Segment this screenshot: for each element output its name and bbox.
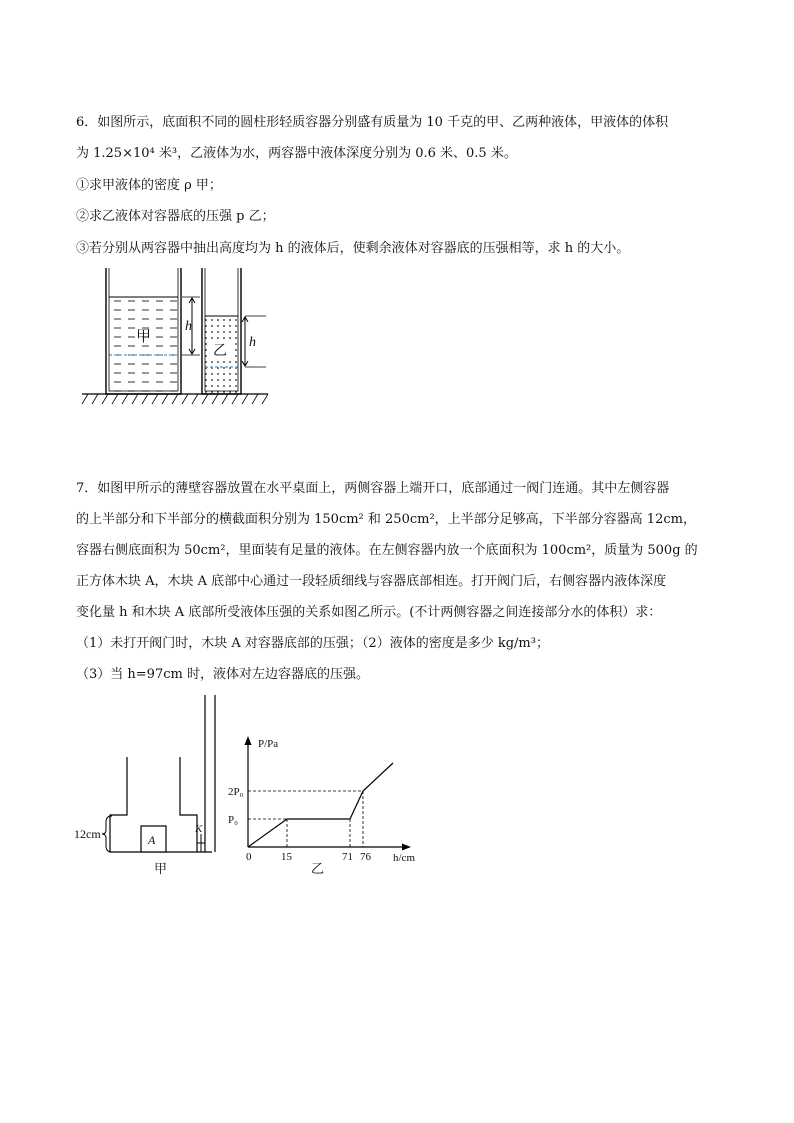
q6-line-1: 6．如图所示，底面积不同的圆柱形轻质容器分别盛有质量为 10 千克的甲、乙两种液体，甲液体的体积 bbox=[76, 115, 669, 130]
caption-yi: 乙 bbox=[311, 861, 325, 876]
q7-line-6: （1）未打开阀门时，木块 A 对容器底部的压强；（2）液体的密度是多少 kg/m³； bbox=[76, 636, 549, 651]
q7-line-1: 7．如图甲所示的薄壁容器放置在水平桌面上，两侧容器上端开口，底部通过一阀门连通。其中左侧容器 bbox=[76, 481, 670, 496]
x-tick-label: 71 bbox=[342, 851, 353, 863]
pressure-curve bbox=[248, 763, 393, 847]
x-axis-label: h/cm bbox=[393, 852, 415, 864]
label-jia: 甲 bbox=[136, 329, 152, 345]
q7-figure-yi bbox=[230, 725, 430, 880]
x-tick-label: 15 bbox=[281, 851, 292, 863]
q6-line-5: ③若分别从两容器中抽出高度均为 h 的液体后，使剩余液体对容器底的压强相等，求 h 的大小。 bbox=[76, 241, 630, 256]
x-axis-arrow bbox=[402, 844, 411, 851]
q7-figure-jia bbox=[70, 690, 245, 880]
label-yi: 乙 bbox=[213, 344, 227, 359]
height-label: 12cm bbox=[74, 827, 101, 841]
q6-line-2: 为 1.25×10⁴ 米³，乙液体为水，两容器中液体深度分别为 0.6 米、0.5 米。 bbox=[76, 146, 517, 161]
x-tick-label: 76 bbox=[360, 851, 371, 863]
q7-line-3: 容器右侧底面积为 50cm²，里面装有足量的液体。在左侧容器内放一个底面积为 100cm²，质量为 500g 的 bbox=[76, 543, 698, 558]
block-a-label: A bbox=[148, 833, 156, 847]
left-container-right-wall bbox=[180, 757, 197, 852]
q7-line-5: 变化量 h 和木块 A 底部所受液体压强的关系如图乙所示。(不计两侧容器之间连接部分水的体积）求： bbox=[76, 605, 662, 620]
y-tick-label: P₀ bbox=[228, 814, 238, 826]
q6-line-4: ②求乙液体对容器底的压强 p 乙； bbox=[76, 209, 275, 224]
caption-jia: 甲 bbox=[154, 861, 168, 876]
h-label-yi: h bbox=[249, 335, 256, 350]
q7-line-7: （3）当 h=97cm 时，液体对左边容器底的压强。 bbox=[76, 667, 369, 682]
ground-hatching bbox=[82, 394, 268, 404]
liquid-jia bbox=[109, 297, 178, 394]
q6-line-3: ①求甲液体的密度 ρ 甲； bbox=[76, 178, 222, 193]
y-axis-arrow bbox=[245, 736, 252, 745]
x-tick-label: 0 bbox=[246, 851, 252, 863]
y-axis-label: P/Pa bbox=[258, 738, 279, 750]
y-tick-label: 2P₀ bbox=[228, 786, 244, 798]
q6-figure bbox=[75, 262, 275, 407]
q7-line-4: 正方体木块 A，木块 A 底部中心通过一段轻质细线与容器底部相连。打开阀门后，右侧容器内液体深度 bbox=[76, 574, 667, 589]
q7-line-2: 的上半部分和下半部分的横截面积分别为 150cm² 和 250cm²，上半部分足够高，下半部分容器高 12cm， bbox=[76, 512, 696, 527]
h-label-jia: h bbox=[185, 319, 192, 334]
valve-label: K bbox=[195, 823, 203, 835]
